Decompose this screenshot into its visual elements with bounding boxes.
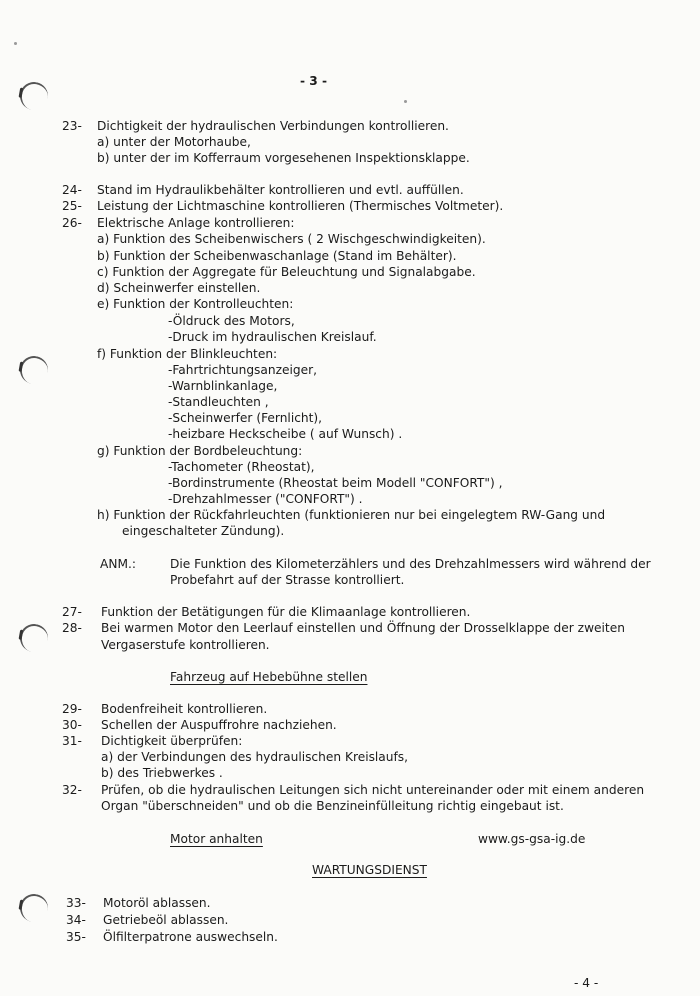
- item-text: Dichtigkeit der hydraulischen Verbindungen kontrollieren.: [97, 119, 449, 133]
- note-label: ANM.:: [100, 557, 136, 571]
- item-text: Elektrische Anlage kontrollieren:: [97, 216, 295, 230]
- note-text: Die Funktion des Kilometerzählers und des Drehzahlmessers wird während der: [170, 557, 651, 571]
- item-text: Dichtigkeit überprüfen:: [101, 734, 243, 748]
- item-text: Funktion der Betätigungen für die Klimaanlage kontrollieren.: [101, 605, 471, 619]
- item-text: Stand im Hydraulikbehälter kontrollieren und evtl. auffüllen.: [97, 183, 464, 197]
- item-text: a) unter der Motorhaube,: [97, 135, 251, 149]
- item-text: -Warnblinkanlage,: [168, 379, 278, 393]
- item-text: -Öldruck des Motors,: [168, 314, 295, 328]
- item-text: Bei warmen Motor den Leerlauf einstellen und Öffnung der Drosselklappe der zweiten: [101, 621, 625, 635]
- page-header: - 3 -: [300, 74, 328, 88]
- item-text: b) Funktion der Scheibenwaschanlage (Stand im Behälter).: [97, 249, 457, 263]
- item-number: 33-: [66, 896, 86, 910]
- item-number: 28-: [62, 621, 82, 635]
- punch-hole-mark: [18, 622, 50, 654]
- item-text: f) Funktion der Blinkleuchten:: [97, 347, 278, 361]
- item-text: Schellen der Auspuffrohre nachziehen.: [101, 718, 337, 732]
- scan-speck: [14, 42, 17, 45]
- item-text: -Standleuchten ,: [168, 395, 269, 409]
- item-number: 32-: [62, 783, 82, 797]
- item-text: d) Scheinwerfer einstellen.: [97, 281, 261, 295]
- item-text: Prüfen, ob die hydraulischen Leitungen sich nicht untereinander oder mit einem anderen: [101, 783, 645, 797]
- item-text: -Fahrtrichtungsanzeiger,: [168, 363, 317, 377]
- item-text: eingeschalteter Zündung).: [122, 524, 285, 538]
- item-text: h) Funktion der Rückfahrleuchten (funktionieren nur bei eingelegtem RW-Gang und: [97, 508, 606, 522]
- item-number: 25-: [62, 199, 82, 213]
- item-number: 35-: [66, 930, 86, 944]
- item-text: Leistung der Lichtmaschine kontrollieren (Thermisches Voltmeter).: [97, 199, 504, 213]
- item-number: 31-: [62, 734, 82, 748]
- item-text: -heizbare Heckscheibe ( auf Wunsch) .: [168, 427, 403, 441]
- item-text: -Tachometer (Rheostat),: [168, 460, 315, 474]
- item-text: Getriebeöl ablassen.: [103, 913, 229, 927]
- item-text: -Druck im hydraulischen Kreislauf.: [168, 330, 377, 344]
- note-text: Probefahrt auf der Strasse kontrolliert.: [170, 573, 405, 587]
- item-text: Motoröl ablassen.: [103, 896, 211, 910]
- item-text: e) Funktion der Kontrolleuchten:: [97, 297, 294, 311]
- item-number: 29-: [62, 702, 82, 716]
- item-text: Bodenfreiheit kontrollieren.: [101, 702, 268, 716]
- item-text: c) Funktion der Aggregate für Beleuchtung und Signalabgabe.: [97, 265, 476, 279]
- item-text: Organ "überschneiden" und ob die Benzineinfülleitung richtig eingebaut ist.: [101, 799, 564, 813]
- item-number: 26-: [62, 216, 82, 230]
- item-number: 34-: [66, 913, 86, 927]
- section-heading: WARTUNGSDIENST: [312, 863, 427, 877]
- item-number: 30-: [62, 718, 82, 732]
- item-number: 24-: [62, 183, 82, 197]
- item-text: g) Funktion der Bordbeleuchtung:: [97, 444, 303, 458]
- website-text: www.gs-gsa-ig.de: [478, 832, 586, 846]
- item-number: 23-: [62, 119, 82, 133]
- item-text: -Bordinstrumente (Rheostat beim Modell "CONFORT") ,: [168, 476, 503, 490]
- item-text: a) der Verbindungen des hydraulischen Kreislaufs,: [101, 750, 409, 764]
- punch-hole-mark: [18, 354, 50, 386]
- item-text: -Drehzahlmesser ("CONFORT") .: [168, 492, 363, 506]
- section-heading: Fahrzeug auf Hebebühne stellen: [170, 670, 368, 684]
- item-text: b) unter der im Kofferraum vorgesehenen Inspektionsklappe.: [97, 151, 470, 165]
- section-heading: Motor anhalten: [170, 832, 263, 846]
- item-number: 27-: [62, 605, 82, 619]
- item-text: Ölfilterpatrone auswechseln.: [103, 930, 278, 944]
- page-footer: - 4 -: [574, 976, 599, 990]
- item-text: Vergaserstufe kontrollieren.: [101, 638, 270, 652]
- scan-speck: [404, 100, 407, 103]
- item-text: a) Funktion des Scheibenwischers ( 2 Wischgeschwindigkeiten).: [97, 232, 486, 246]
- item-text: b) des Triebwerkes .: [101, 766, 223, 780]
- punch-hole-mark: [18, 80, 50, 112]
- item-text: -Scheinwerfer (Fernlicht),: [168, 411, 323, 425]
- punch-hole-mark: [18, 892, 50, 924]
